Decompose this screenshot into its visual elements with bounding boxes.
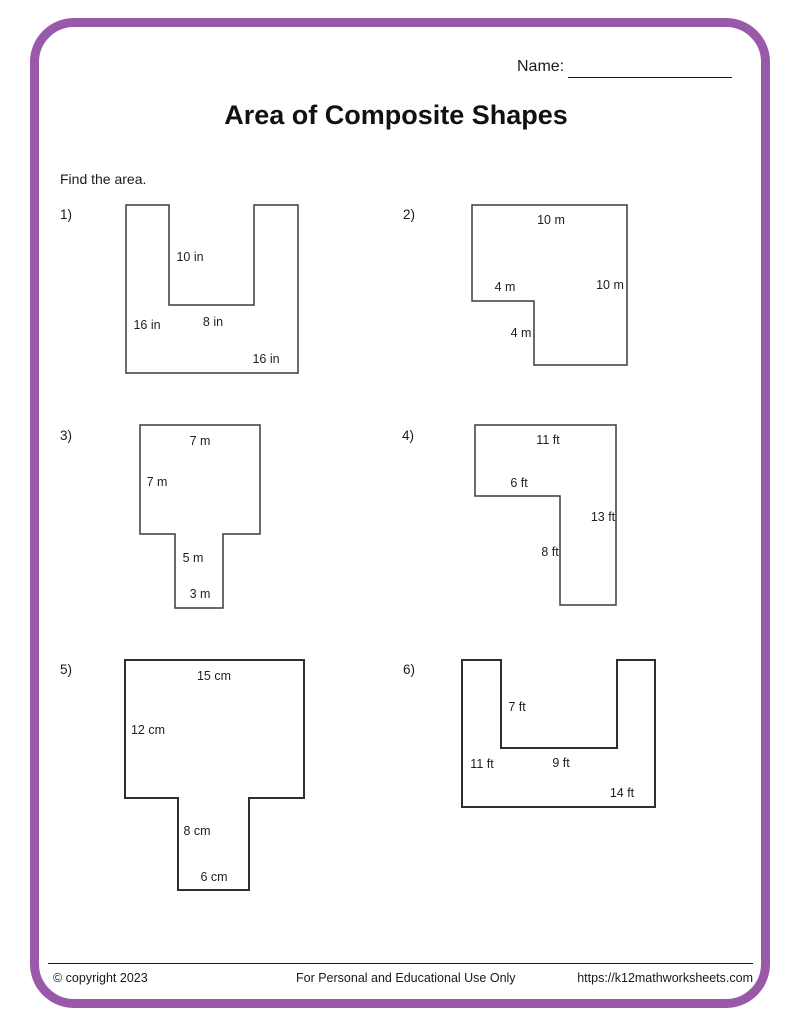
dimension-label: 11 ft — [470, 756, 494, 771]
dimension-label: 7 m — [146, 474, 168, 489]
name-label: Name: — [517, 58, 565, 75]
dimension-label: 13 ft — [590, 509, 616, 524]
dimension-label: 10 in — [176, 249, 204, 264]
problem-number-4: 4) — [402, 428, 415, 443]
dimension-label: 4 m — [510, 325, 532, 340]
dimension-label: 10 m — [596, 277, 624, 292]
figure-outline-3 — [140, 425, 260, 608]
dimension-label: 15 cm — [196, 668, 232, 683]
problem-number-6: 6) — [403, 662, 416, 677]
problem-number-5: 5) — [60, 662, 73, 677]
dimension-label: 10 m — [537, 212, 565, 227]
dimension-label: 4 m — [494, 279, 516, 294]
footer-usage-note: For Personal and Educational Use Only — [296, 971, 516, 985]
page-title: Area of Composite Shapes — [224, 100, 568, 130]
dimension-label: 7 ft — [508, 699, 526, 714]
dimension-label: 8 in — [202, 314, 224, 329]
dimension-label: 7 m — [189, 433, 211, 448]
figure-outline-5 — [125, 660, 304, 890]
problem-number-2: 2) — [403, 207, 416, 222]
footer-website-link: https://k12mathworksheets.com — [577, 971, 753, 985]
dimension-label: 3 m — [189, 586, 211, 601]
dimension-label: 6 cm — [200, 869, 228, 884]
figure-outline-1 — [126, 205, 298, 373]
dimension-label: 6 ft — [510, 475, 528, 490]
instruction-text: Find the area. — [60, 171, 147, 187]
dimension-label: 8 ft — [541, 544, 559, 559]
dimension-label: 12 cm — [130, 722, 166, 737]
dimension-label: 8 cm — [183, 823, 211, 838]
footer-divider — [48, 963, 753, 964]
problem-number-3: 3) — [60, 428, 73, 443]
dimension-label: 16 in — [252, 351, 280, 366]
dimension-label: 16 in — [133, 317, 161, 332]
footer-copyright: © copyright 2023 — [53, 971, 148, 985]
dimension-label: 11 ft — [536, 432, 560, 447]
dimension-label: 14 ft — [609, 785, 635, 800]
dimension-label: 9 ft — [552, 755, 570, 770]
dimension-label: 5 m — [182, 550, 204, 565]
problem-number-1: 1) — [60, 207, 73, 222]
